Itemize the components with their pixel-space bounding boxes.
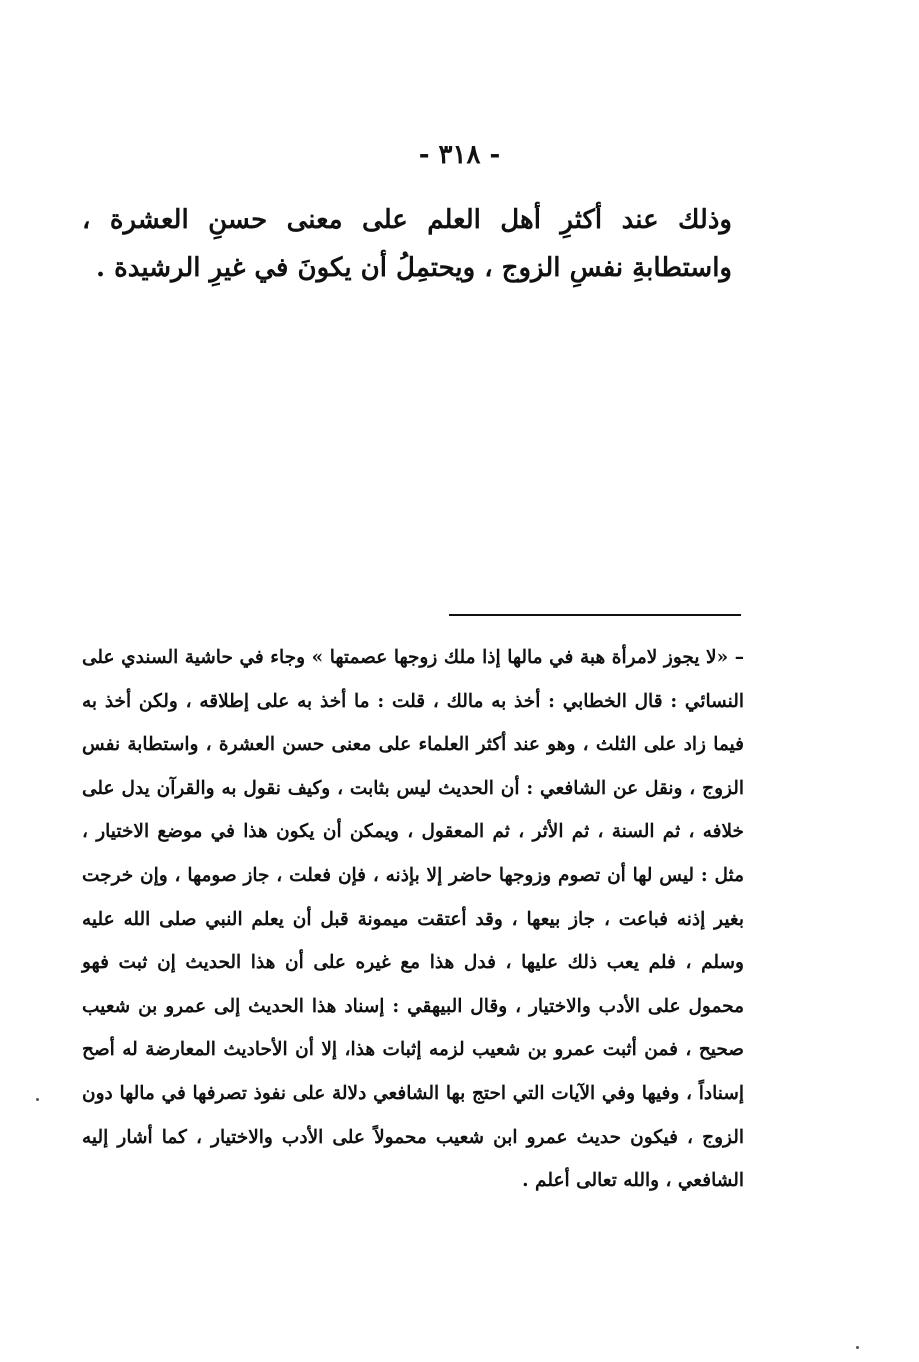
main-text: وذلك عند أكثرِ أهل العلم على معنى حسنِ العشرة ، واستطابةِ نفسِ الزوج ، ويحتمِلُ أن يكونَ في غيرِ الرشيدة . bbox=[82, 205, 732, 283]
scan-speck bbox=[856, 1346, 859, 1349]
page-number: - ٣١٨ - bbox=[418, 140, 501, 170]
scan-speck bbox=[36, 1098, 39, 1101]
footnote-text: – «لا يجوز لامرأة هبة في مالها إذا ملك زوجها عصمتها » وجاء في حاشية السندي على النسائي : قال الخطابي : أخذ به مالك ، قلت : ما أخذ به على إطلاقه ، ولكن أخذ به فيما زاد على الثلث ، وهو عند أكثر العلماء على معنى حسن العشرة ، واستطابة نفس الزوج ، ونقل عن الشافعي : أن الحديث ليس بثابت ، وكيف نقول به والقرآن يدل على خلافه ، ثم السنة ، ثم الأثر ، ثم المعقول ، ويمكن أن يكون هذا في موضع الاختيار ، مثل : ليس لها أن تصوم وزوجها حاضر إلا بإذنه ، فإن فعلت ، جاز صومها ، وإن خرجت بغير إذنه فباعت ، جاز بيعها ، وقد أعتقت ميمونة قبل أن يعلم النبي صلى الله عليه وسلم ، فلم يعب ذلك عليها ، فدل هذا مع غيره على أن هذا الحديث إن ثبت فهو محمول على الأدب والاختيار ، وقال البيهقي : إسناد هذا الحديث إلى عمرو بن شعيب صحيح ، فمن أثبت عمرو بن شعيب لزمه إثبات هذا، إلا أن الأحاديث المعارضة له أصح إسناداً ، وفيها وفي الآيات التي احتج بها الشافعي دلالة على نفوذ تصرفها في مالها دون الزوج ، فيكون حديث عمرو ابن شعيب محمولاً على الأدب والاختيار ، كما أشار إليه الشافعي ، والله تعالى أعلم . bbox=[82, 647, 744, 1192]
footnote bbox=[82, 636, 744, 1203]
footnote-separator bbox=[449, 614, 741, 616]
